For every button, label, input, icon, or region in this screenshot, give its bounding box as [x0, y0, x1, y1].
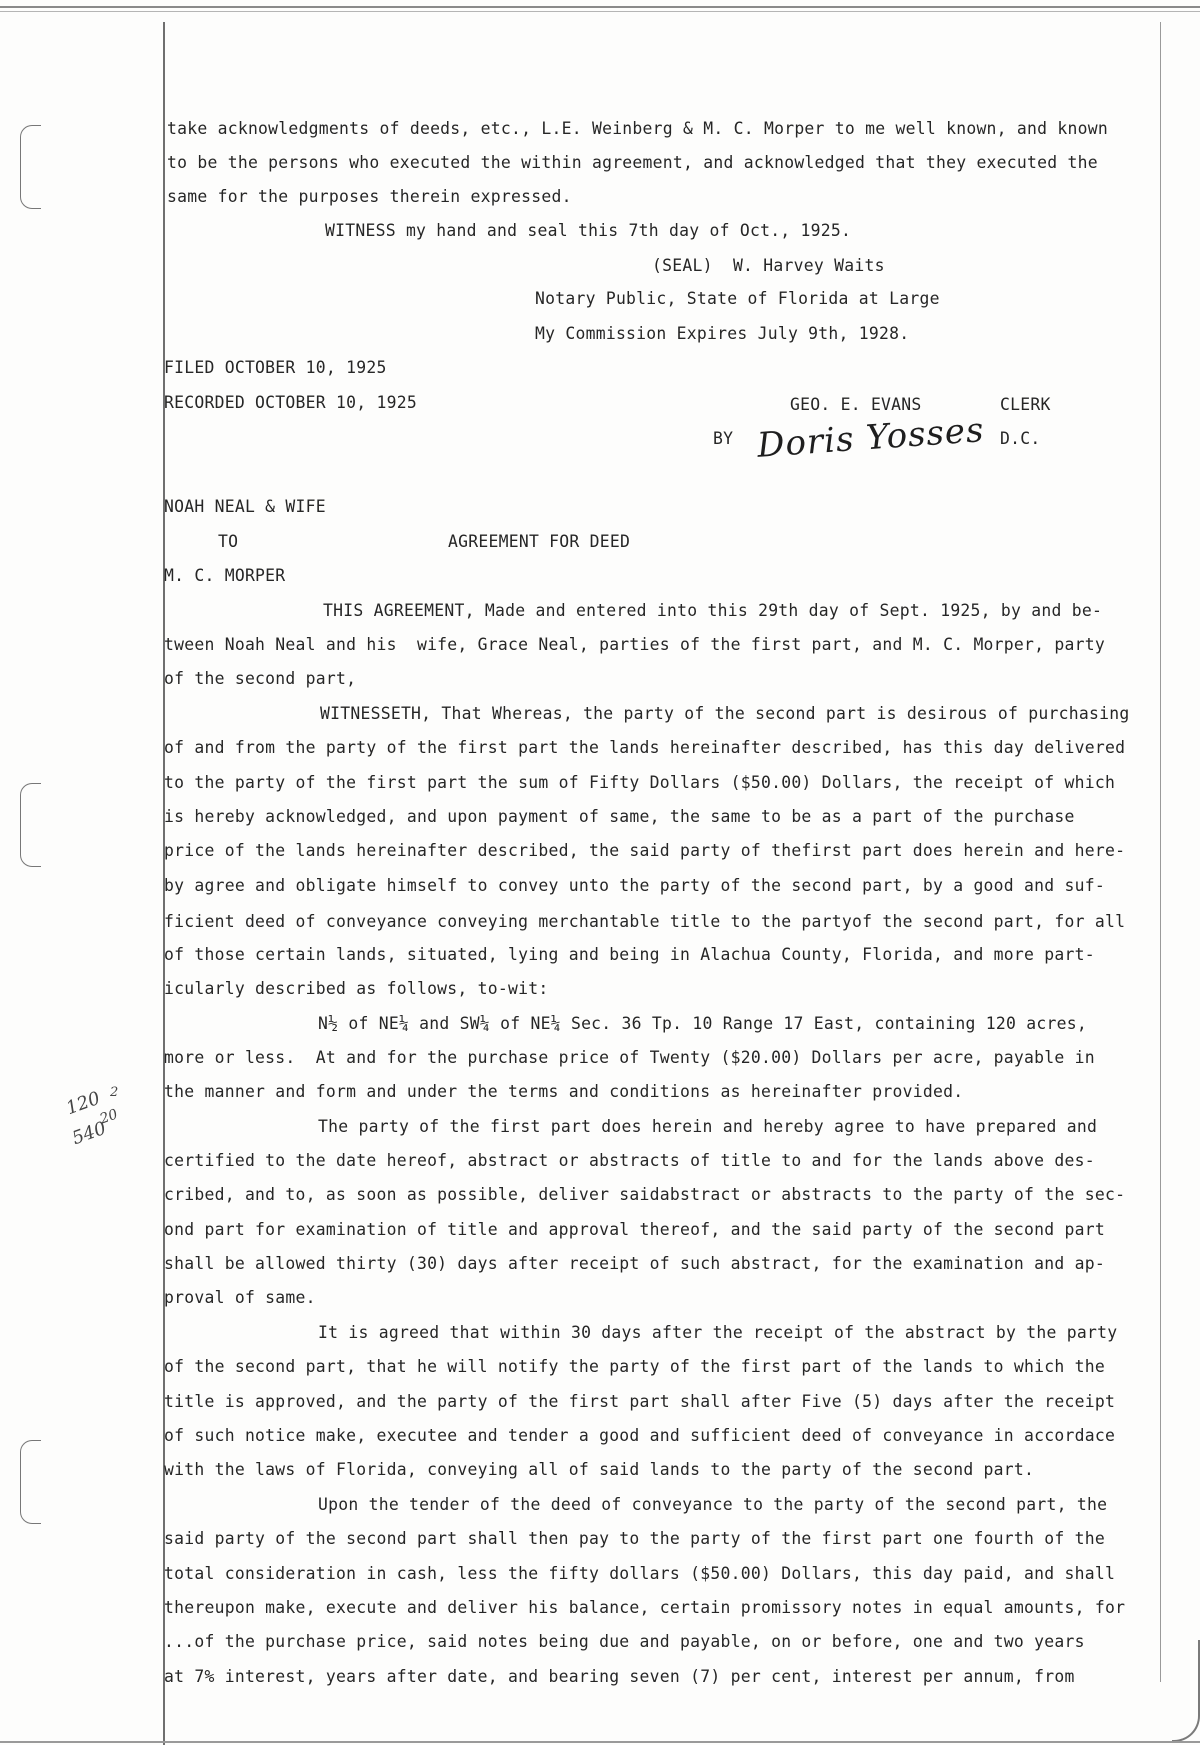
text-line: of and from the party of the first part the lands hereinafter described, has this day delivered — [164, 738, 1126, 757]
right-margin-line — [1160, 22, 1161, 1682]
seal-signature-line: (SEAL) W. Harvey Waits — [652, 256, 885, 275]
text-line: more or less. At and for the purchase price of Twenty ($20.00) Dollars per acre, payable in — [164, 1048, 1095, 1067]
text-line: at 7% interest, years after date, and bearing seven (7) per cent, interest per annum, from — [164, 1667, 1075, 1686]
margin-note-figure: 20 — [97, 1106, 121, 1128]
text-line: of the second part, that he will notify the party of the first part of the lands to which the — [164, 1357, 1105, 1376]
margin-note-figure: 540 — [69, 1117, 109, 1150]
text-line: take acknowledgments of deeds, etc., L.E. Weinberg & M. C. Morper to me well known, and known — [167, 119, 1108, 138]
text-line: tween Noah Neal and his wife, Grace Neal, parties of the first part, and M. C. Morper, party — [164, 635, 1105, 654]
text-line: cribed, and to, as soon as possible, deliver saidabstract or abstracts to the party of the sec- — [164, 1185, 1126, 1204]
text-line: of the second part, — [164, 669, 357, 688]
text-line: icularly described as follows, to-wit: — [164, 979, 549, 998]
text-line: The party of the first part does herein and hereby agree to have prepared and — [318, 1117, 1098, 1136]
text-line: of those certain lands, situated, lying and being in Alachua County, Florida, and more part- — [164, 945, 1095, 964]
text-line: It is agreed that within 30 days after the receipt of the abstract by the party — [318, 1323, 1118, 1342]
text-line: by agree and obligate himself to convey unto the party of the second part, by a good and suf- — [164, 876, 1105, 895]
top-rule — [0, 6, 1200, 8]
text-line: said party of the second part shall then pay to the party of the first part one fourth of the — [164, 1529, 1105, 1548]
grantor-heading: NOAH NEAL & WIFE — [164, 497, 326, 516]
text-line: shall be allowed thirty (30) days after receipt of such abstract, for the examination and ap- — [164, 1254, 1105, 1273]
top-rule-secondary — [0, 11, 1200, 12]
text-line: total consideration in cash, less the fifty dollars ($50.00) Dollars, this day paid, and shall — [164, 1564, 1116, 1583]
binder-hole-middle — [20, 783, 41, 867]
text-line: price of the lands hereinafter described, the said party of thefirst part does herein and here- — [164, 841, 1126, 860]
grantee-heading: M. C. MORPER — [164, 566, 286, 585]
margin-note-figure: 2 — [110, 1085, 119, 1100]
recorded-date: RECORDED OCTOBER 10, 1925 — [164, 393, 417, 412]
text-line: certified to the date hereof, abstract or abstracts of title to and for the lands above des- — [164, 1151, 1095, 1170]
text-line: same for the purposes therein expressed. — [167, 187, 572, 206]
filed-date: FILED OCTOBER 10, 1925 — [164, 358, 387, 377]
handwritten-signature: Doris Yosses — [755, 410, 986, 466]
witness-line: WITNESS my hand and seal this 7th day of Oct., 1925. — [325, 221, 852, 240]
text-line: of such notice make, executee and tender a good and sufficient deed of conveyance in accordace — [164, 1426, 1116, 1445]
text-line: the manner and form and under the terms and conditions as hereinafter provided. — [164, 1082, 964, 1101]
text-line: Upon the tender of the deed of conveyance to the party of the second part, the — [318, 1495, 1108, 1514]
text-line: ficient deed of conveyance conveying merchantable title to the partyof the second part, for all — [164, 912, 1126, 931]
clerk-name: GEO. E. EVANS — [790, 395, 922, 414]
to-heading: TO — [218, 532, 239, 551]
clerk-title: CLERK — [1000, 395, 1051, 414]
page-corner-curl — [1172, 1640, 1200, 1742]
margin-note-figure: 120 — [63, 1087, 103, 1120]
bottom-rule — [0, 1741, 1200, 1743]
text-line: thereupon make, execute and deliver his balance, certain promissory notes in equal amounts, for — [164, 1598, 1126, 1617]
text-line: title is approved, and the party of the first part shall after Five (5) days after the receipt — [164, 1392, 1116, 1411]
text-line: ...of the purchase price, said notes being due and payable, on or before, one and two years — [164, 1632, 1085, 1651]
binder-hole-bottom — [20, 1440, 41, 1524]
by-label: BY — [713, 429, 734, 448]
deputy-clerk-label: D.C. — [1000, 429, 1041, 448]
text-line: THIS AGREEMENT, Made and entered into this 29th day of Sept. 1925, by and be- — [323, 601, 1103, 620]
text-line: to the party of the first part the sum of Fifty Dollars ($50.00) Dollars, the receipt of which — [164, 773, 1116, 792]
text-line: is hereby acknowledged, and upon payment of same, the same to be as a part of the purchase — [164, 807, 1075, 826]
text-line: with the laws of Florida, conveying all of said lands to the party of the second part. — [164, 1460, 1035, 1479]
binder-hole-top — [20, 125, 41, 209]
notary-title: Notary Public, State of Florida at Large — [535, 289, 940, 308]
handwritten-margin-note — [62, 1083, 152, 1163]
commission-expiry: My Commission Expires July 9th, 1928. — [535, 324, 910, 343]
text-line: proval of same. — [164, 1288, 316, 1307]
text-line: to be the persons who executed the within agreement, and acknowledged that they executed the — [167, 153, 1098, 172]
instrument-title: AGREEMENT FOR DEED — [448, 532, 631, 551]
text-line: WITNESSETH, That Whereas, the party of the second part is desirous of purchasing — [320, 704, 1130, 723]
legal-description: N½ of NE¼ and SW¼ of NE¼ Sec. 36 Tp. 10 Range 17 East, containing 120 acres, — [318, 1014, 1087, 1033]
text-line: ond part for examination of title and approval thereof, and the said party of the second part — [164, 1220, 1105, 1239]
